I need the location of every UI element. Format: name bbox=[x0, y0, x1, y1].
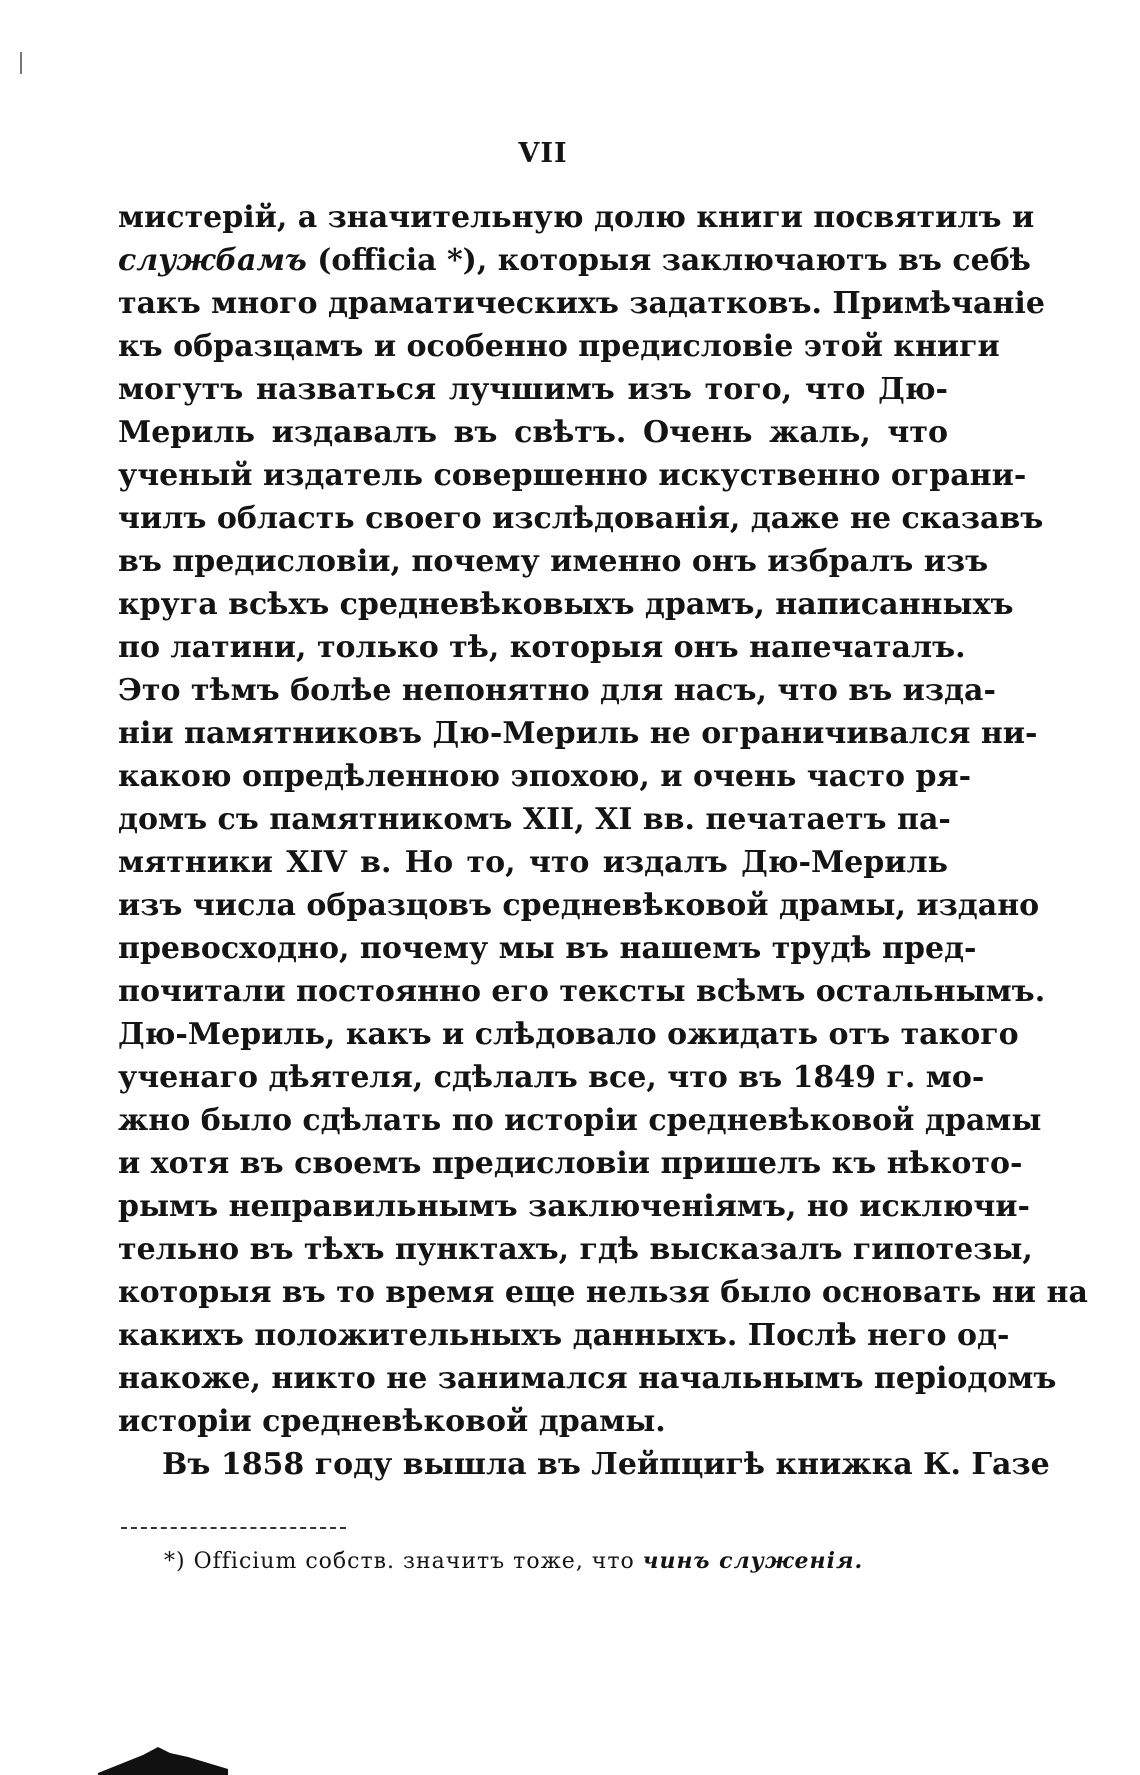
text-line: Мериль издавалъ въ свѣтъ. Очень жаль, что bbox=[118, 415, 948, 450]
body-text bbox=[118, 196, 1088, 1486]
text-line: рымъ неправильнымъ заключеніямъ, но исключи- bbox=[118, 1189, 1030, 1224]
text-line: жно было сдѣлать по исторіи средневѣковой драмы bbox=[118, 1103, 1042, 1138]
ink-blot bbox=[98, 1735, 228, 1775]
text-line: какою опредѣленною эпохою, и очень часто ря- bbox=[118, 759, 972, 794]
text-line: чилъ область своего изслѣдованія, даже не сказавъ bbox=[118, 501, 1044, 536]
text-line: тельно въ тѣхъ пунктахъ, гдѣ высказалъ гипотезы, bbox=[118, 1232, 1033, 1267]
text-line: къ образцамъ и особенно предисловіе этой книги bbox=[118, 329, 1000, 364]
text-line: могутъ назваться лучшимъ изъ того, что Дю- bbox=[118, 372, 948, 407]
page-number: VII bbox=[518, 138, 568, 169]
text-line: домъ съ памятникомъ XII, XI вв. печатаетъ па- bbox=[118, 802, 951, 837]
margin-mark bbox=[20, 52, 22, 74]
text-line: по латини, только тѣ, которыя онъ напечаталъ. bbox=[118, 630, 966, 665]
text-line: какихъ положительныхъ данныхъ. Послѣ него од- bbox=[118, 1318, 1010, 1353]
text-line: ніи памятниковъ Дю-Мериль не ограничивался ни- bbox=[118, 716, 1038, 751]
text-line: изъ числа образцовъ средневѣковой драмы, издано bbox=[118, 888, 1040, 923]
text-line: и хотя въ своемъ предисловіи пришелъ къ нѣкото- bbox=[118, 1146, 1023, 1181]
text-line: превосходно, почему мы въ нашемъ трудѣ пред- bbox=[118, 931, 977, 966]
text-line: ученаго дѣятеля, сдѣлалъ все, что въ 1849 г. мо- bbox=[118, 1060, 985, 1095]
text-line: почитали постоянно его тексты всѣмъ остальнымъ. bbox=[118, 974, 1046, 1009]
text-line: мятники XIV в. Но то, что издалъ Дю-Мериль bbox=[118, 845, 948, 880]
text-line: накоже, никто не занимался начальнымъ періодомъ bbox=[118, 1361, 1057, 1396]
text-line: такъ много драматическихъ задатковъ. Примѣчаніе bbox=[118, 286, 1045, 321]
text-line: мистерій, а значительную долю книги посвятилъ и bbox=[118, 200, 1035, 235]
text-line: въ предисловіи, почему именно онъ избралъ изъ bbox=[118, 544, 989, 579]
paragraph-start-line: Въ 1858 году вышла въ Лейпцигѣ книжка К. Газе bbox=[162, 1447, 1050, 1482]
text-line: круга всѣхъ средневѣковыхъ драмъ, написанныхъ bbox=[118, 587, 1014, 622]
footnote-divider bbox=[121, 1527, 346, 1529]
italic-word: службамъ bbox=[118, 243, 307, 278]
text-line: которыя въ то время еще нельзя было основать ни на bbox=[118, 1275, 1088, 1310]
text-line: Это тѣмъ болѣе непонятно для насъ, что въ изда- bbox=[118, 673, 996, 708]
footnote-marker: *) bbox=[164, 1549, 186, 1574]
text-line: службамъ (officia *), которыя заключаютъ въ себѣ bbox=[118, 243, 1031, 278]
paragraph-end-line: исторіи средневѣковой драмы. bbox=[118, 1404, 666, 1439]
footnote bbox=[164, 1548, 863, 1574]
text-line: ученый издатель совершенно искуственно ограни- bbox=[118, 458, 1027, 493]
footnote-italic: чинъ служенія. bbox=[642, 1548, 864, 1574]
footnote-text: Officium собств. значитъ тоже, что bbox=[185, 1549, 643, 1574]
text-line: Дю-Мериль, какъ и слѣдовало ожидать отъ такого bbox=[118, 1017, 1019, 1052]
